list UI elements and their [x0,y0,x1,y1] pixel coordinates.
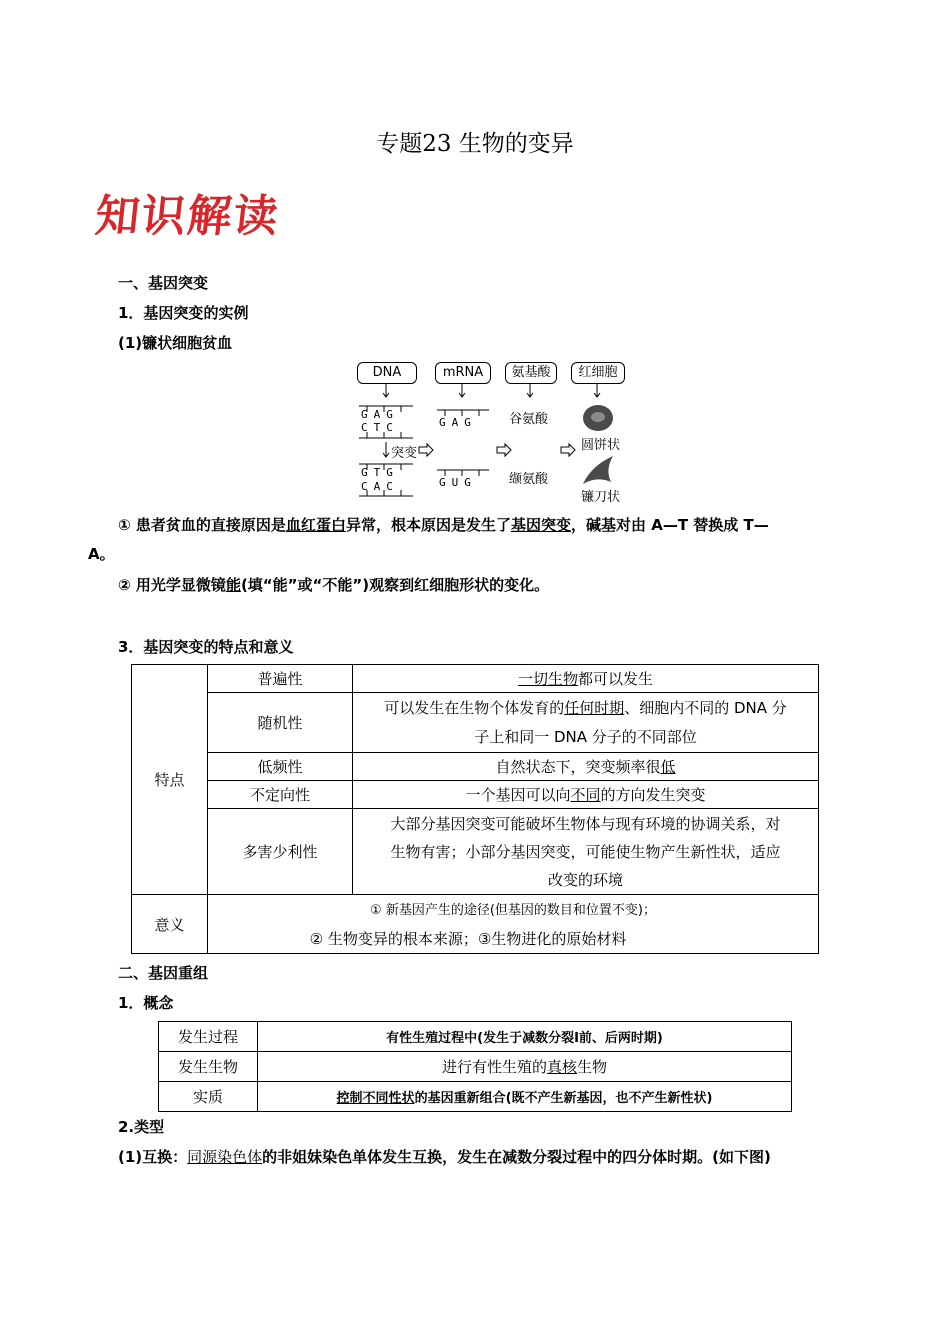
feature-name: 普遍性 [208,665,353,693]
feature-desc [353,665,819,693]
underlined-term: 不同 [570,786,601,804]
paragraph-microscope [118,571,549,600]
text: (填“能”或“不能”)观察到红细胞形状的变化。 [240,576,550,594]
box-mrna: mRNA [435,362,491,384]
heading-recombination: 二、基因重组 [118,964,209,982]
text: 进行有性生殖的 [441,1058,547,1076]
text: 都可以发生 [578,670,654,688]
feature-label: 特点 [132,665,208,895]
underlined-term: 基因突变 [510,516,571,534]
concept-key: 实质 [159,1082,258,1112]
concept-key: 发生生物 [159,1052,258,1082]
text: 异常，根本原因是发生了 [345,516,511,534]
text: ② 用光学显微镜 [118,576,226,594]
feature-desc [353,753,819,781]
paragraph-cause-end: A。 [88,545,115,563]
text: 的基因重新组合(既不产生新基因，也不产生新性状) [414,1091,713,1106]
text: 的非姐妹染色单体发生互换，发生在减数分裂过程中的四分体时期。(如下图) [262,1148,771,1166]
text: ① 患者贫血的直接原因是 [118,516,286,534]
box-amino-acid: 氨基酸 [505,362,557,384]
feature-desc [353,781,819,809]
text: 可以发生在生物个体发育的 [384,698,565,717]
underlined-term: 控制不同性状 [336,1091,415,1106]
mutation-label: 突变 [391,446,418,461]
feature-desc [353,693,819,753]
heading-types: 2.类型 [118,1118,165,1136]
text: 自然状态下，突变频率很 [495,758,661,776]
concept-value [258,1082,792,1112]
text: (1)互换： [118,1148,188,1166]
paragraph-crossover [118,1146,771,1167]
cell-shape-top: 圆饼状 [581,438,621,453]
text: 大部分基因突变可能破坏生物体与现有环境的协调关系，对 [390,814,781,833]
concept-key: 发生过程 [159,1022,258,1052]
dna-top-strand1: GAG [361,408,399,421]
underlined-term: 能 [225,576,241,594]
text: 的方向发生突变 [600,786,706,804]
heading-sickle-cell: (1)镰状细胞贫血 [118,334,233,352]
heading-examples: 1．基因突变的实例 [118,304,249,322]
mrna-bottom: GUG [439,476,477,489]
text: 改变的环境 [547,870,623,889]
text: 子上和同一 DNA 分子的不同部位 [474,727,697,746]
text: 、细胞内不同的 DNA 分 [624,698,787,717]
text: 一个基因可以向 [465,786,571,804]
box-red-blood-cell: 红细胞 [571,362,625,384]
underlined-term: 真核 [546,1058,577,1076]
paragraph-cause [118,511,868,540]
underlined-term: 一切生物 [517,670,578,688]
features-table [131,664,819,954]
dna-bottom-strand2: CAC [361,480,399,493]
mrna-top: GAG [439,416,477,429]
amino-acid-top: 谷氨酸 [509,412,549,427]
heading-concept: 1．概念 [118,994,174,1012]
text: ，碱基对由 A—T 替换成 T— [570,516,769,534]
dna-bottom-strand1: GTG [361,466,399,479]
underlined-term: 任何时期 [564,698,625,717]
dna-top-strand2: CTC [361,421,399,434]
meaning-label: 意义 [132,895,208,954]
heading-features: 3．基因突变的特点和意义 [118,638,294,656]
meaning-desc [208,895,819,954]
underlined-term: 同源染色体 [187,1148,263,1166]
feature-name: 低频性 [208,753,353,781]
concept-value: 有性生殖过程中(发生于减数分裂Ⅰ前、后两时期) [258,1022,792,1052]
concept-table [158,1021,792,1112]
text: 生物有害；小部分基因突变，可能使生物产生新性状，适应 [390,842,781,861]
amino-acid-bottom: 缬氨酸 [509,472,549,487]
text: ② 生物变异的根本来源；③生物进化的原始材料 [309,930,627,948]
feature-name: 不定向性 [208,781,353,809]
text: ① 新基因产生的途径(但基因的数目和位置不变)； [370,903,656,918]
heading-gene-mutation: 一、基因突变 [118,274,209,292]
page-title: 专题23 生物的变异 [376,131,574,157]
feature-name: 随机性 [208,693,353,753]
feature-name: 多害少利性 [208,809,353,895]
cell-shape-bottom: 镰刀状 [581,490,621,505]
concept-value [258,1052,792,1082]
underlined-term: 低 [660,758,676,776]
sickle-cell-figure [355,358,625,506]
box-dna: DNA [357,362,417,384]
underlined-term: 血红蛋白 [285,516,346,534]
feature-desc [353,809,819,895]
section-banner: 知识解读 [92,191,283,242]
text: 生物 [577,1058,608,1076]
